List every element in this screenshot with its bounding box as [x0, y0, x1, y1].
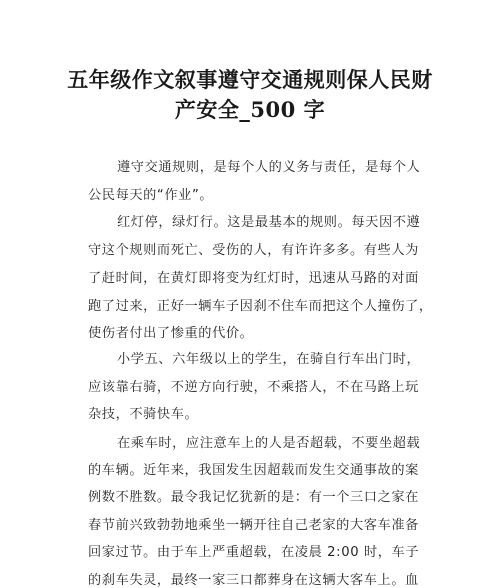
body-line: 杂技，不骑快车。: [88, 407, 199, 422]
body-line: 回家过节。由于车上严重超载，在凌晨 2:00 时，车子: [88, 545, 420, 560]
document-title-line-1: 五年级作文叙事遵守交通规则保人民财: [67, 67, 433, 92]
body-line: 小学五、六年级以上的学生，在骑自行车出门时，: [117, 352, 421, 367]
body-line: 遵守交通规则，是每个人的义务与责任，是每个人: [117, 160, 421, 175]
body-line: 例数不胜数。最令我记忆犹新的是：有一个三口之家在: [88, 490, 419, 505]
body-line: 应该靠右骑，不逆方向行驶，不乘搭人，不在马路上玩: [88, 380, 419, 395]
body-line: 在乘车时，应注意车上的人是否超载，不要坐超载: [117, 436, 421, 451]
body-line: 红灯停，绿灯行。这是最基本的规则。每天因不遵: [117, 215, 421, 230]
body-line: 守这个规则而死亡、受伤的人，有许许多多。有些人为: [88, 243, 419, 258]
body-line: 了赶时间，在黄灯即将变为红灯时，迅速从马路的对面: [88, 271, 419, 286]
document-title-line-2: 产安全_500 字: [174, 97, 326, 122]
body-line: 的刹车失灵，最终一家三口都葬身在这辆大客车上。血: [88, 573, 419, 588]
body-line: 使伤者付出了惨重的代价。: [88, 326, 254, 341]
body-line: 跑了过来，正好一辆车子因刹不住车而把这个人撞伤了，: [88, 299, 433, 314]
body-line: 春节前兴致勃勃地乘坐一辆开往自己老家的大客车准备: [88, 518, 419, 533]
body-line: 公民每天的“作业”。: [88, 188, 214, 203]
body-line: 的车辆。近年来，我国发生因超载而发生交通事故的案: [88, 463, 419, 478]
